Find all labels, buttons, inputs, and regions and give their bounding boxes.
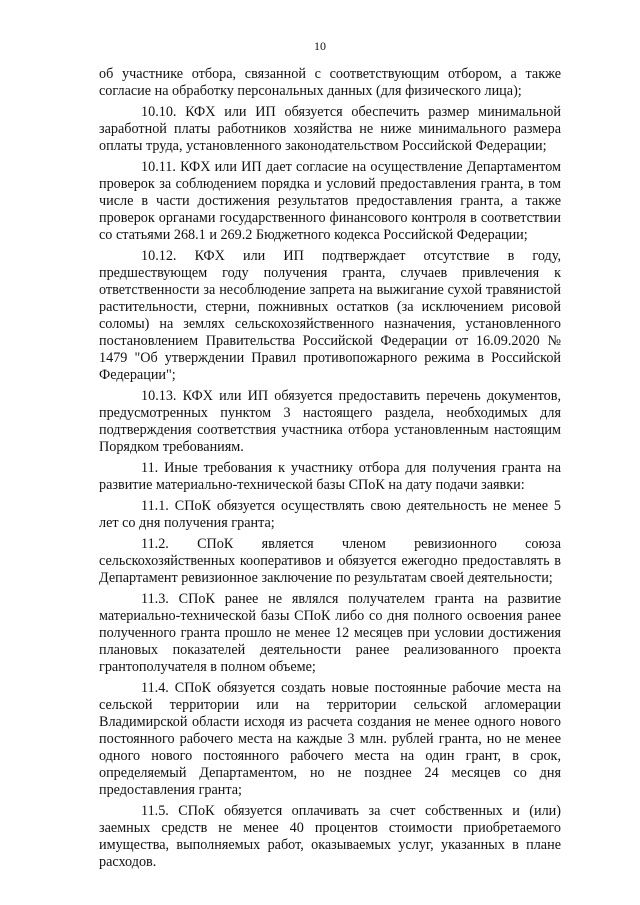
paragraph-10-12: 10.12. КФХ или ИП подтверждает отсутствие в году, предшествующем году получения гранта, случаев привлечения к ответственности за несоблюдение запрета на выжигание сухой травянистой растительности, стерни, пожнивных остатков (за исключением рисовой соломы) на землях сельскохозяйственного назначения, установленного постановлением Правительства Российской Федерации от 16.09.2020 № 1479 "Об утверждении Правил противопожарного режима в Российской Федерации";	[99, 248, 561, 383]
document-body	[99, 66, 561, 875]
paragraph-11-1: 11.1. СПоК обязуется осуществлять свою деятельность не менее 5 лет со дня получения гранта;	[99, 498, 561, 531]
paragraph-10-10: 10.10. КФХ или ИП обязуется обеспечить размер минимальной заработной платы работников хозяйства не ниже минимального размера оплаты труда, установленного законодательством Российской Федерации;	[99, 104, 561, 154]
paragraph-continuation: об участнике отбора, связанной с соответствующим отбором, а также согласие на обработку персональных данных (для физического лица);	[99, 66, 561, 99]
paragraph-11: 11. Иные требования к участнику отбора для получения гранта на развитие материально-технической базы СПоК на дату подачи заявки:	[99, 460, 561, 493]
paragraph-11-5: 11.5. СПоК обязуется оплачивать за счет собственных и (или) заемных средств не менее 40 процентов стоимости приобретаемого имущества, выполняемых работ, оказываемых услуг, указанных в плане расходов.	[99, 803, 561, 870]
page-number: 10	[314, 39, 326, 53]
paragraph-10-11: 10.11. КФХ или ИП дает согласие на осуществление Департаментом проверок за соблюдением порядка и условий предоставления гранта, в том числе в части достижения результатов предоставления гранта, а также проверок органами государственного финансового контроля в соответствии со статьями 268.1 и 269.2 Бюджетного кодекса Российской Федерации;	[99, 159, 561, 243]
paragraph-11-2: 11.2. СПоК является членом ревизионного союза сельскохозяйственных кооперативов и обязуется ежегодно предоставлять в Департамент ревизионное заключение по результатам своей деятельности;	[99, 536, 561, 586]
paragraph-11-3: 11.3. СПоК ранее не являлся получателем гранта на развитие материально-технической базы СПоК либо со дня полного освоения ранее полученного гранта прошло не менее 12 месяцев при условии достижения плановых показателей деятельности ранее реализованного проекта грантополучателя в полном объеме;	[99, 591, 561, 675]
paragraph-10-13: 10.13. КФХ или ИП обязуется предоставить перечень документов, предусмотренных пунктом 3 настоящего раздела, необходимых для подтверждения соответствия участника отбора установленным настоящим Порядком требованиям.	[99, 388, 561, 455]
paragraph-11-4: 11.4. СПоК обязуется создать новые постоянные рабочие места на сельской территории или на территории сельской агломерации Владимирской области исходя из расчета создания не менее одного нового постоянного рабочего места на каждые 3 млн. рублей гранта, но не менее одного нового постоянного рабочего места на один грант, в срок, определяемый Департаментом, но не позднее 24 месяцев со дня предоставления гранта;	[99, 680, 561, 798]
